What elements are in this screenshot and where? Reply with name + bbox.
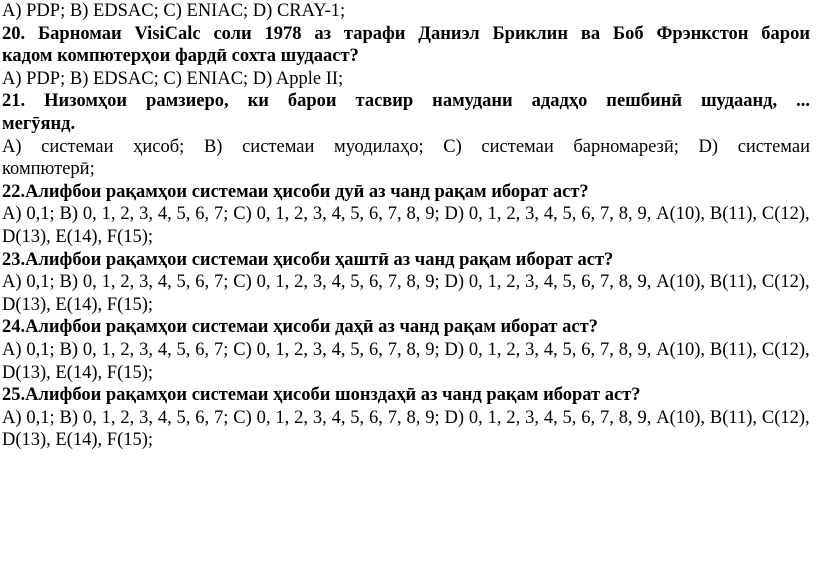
question-20-line-1: 20. Барномаи VisiCalc соли 1978 аз тарафи Даниэл Бриклин ва Боб Фрэнкстон барои [2,23,810,44]
answer-options-q21-line-2: компютерӣ; [2,159,95,180]
answer-options-q24-line-2: D(13), E(14), F(15); [2,362,154,383]
answer-options-q25-line-2: D(13), E(14), F(15); [2,430,154,451]
answer-options-q22-line-1: A) 0,1; B) 0, 1, 2, 3, 4, 5, 6, 7; C) 0, 1, 2, 3, 4, 5, 6, 7, 8, 9; D) 0, 1, 2, 3, 4, 5, 6, 7, 8, 9, A(10), B(11), C(12), [2,204,810,225]
question-21-line-2: мегӯянд. [2,113,76,134]
question-21-line-1: 21. Низомҳои рамзиеро, ки барои тасвир намудани ададҳо пешбинӣ шудаанд, ... [2,91,810,112]
question-22: 22.Алифбои рақамҳои системаи ҳисоби дуӣ аз чанд рақам иборат аст? [2,181,589,202]
answer-options-q20: A) PDP; B) EDSAC; C) ENIAC; D) Apple II; [2,68,344,89]
question-24: 24.Алифбои рақамҳои системаи ҳисоби даҳӣ аз чанд рақам иборат аст? [2,317,598,338]
answer-options-q21-line-1: A) системаи ҳисоб; B) системаи муодилаҳо; C) системаи барномарезӣ; D) системаи [2,136,810,157]
answer-options-q23-line-2: D(13), E(14), F(15); [2,294,154,315]
question-20-line-2: кадом компютерҳои фардӣ сохта шудааст? [2,46,359,67]
question-23: 23.Алифбои рақамҳои системаи ҳисоби ҳаштӣ аз чанд рақам иборат аст? [2,249,614,270]
answer-options-q25-line-1: A) 0,1; B) 0, 1, 2, 3, 4, 5, 6, 7; C) 0, 1, 2, 3, 4, 5, 6, 7, 8, 9; D) 0, 1, 2, 3, 4, 5, 6, 7, 8, 9, A(10), B(11), C(12), [2,407,810,428]
answer-options-q24-line-1: A) 0,1; B) 0, 1, 2, 3, 4, 5, 6, 7; C) 0, 1, 2, 3, 4, 5, 6, 7, 8, 9; D) 0, 1, 2, 3, 4, 5, 6, 7, 8, 9, A(10), B(11), C(12), [2,339,810,360]
question-25: 25.Алифбои рақамҳои системаи ҳисоби шонздаҳӣ аз чанд рақам иборат аст? [2,385,641,406]
answer-options-q19: A) PDP; B) EDSAC; C) ENIAC; D) CRAY-1; [2,1,346,21]
answer-options-q23-line-1: A) 0,1; B) 0, 1, 2, 3, 4, 5, 6, 7; C) 0, 1, 2, 3, 4, 5, 6, 7, 8, 9; D) 0, 1, 2, 3, 4, 5, 6, 7, 8, 9, A(10), B(11), C(12), [2,272,810,293]
answer-options-q22-line-2: D(13), E(14), F(15); [2,226,154,247]
